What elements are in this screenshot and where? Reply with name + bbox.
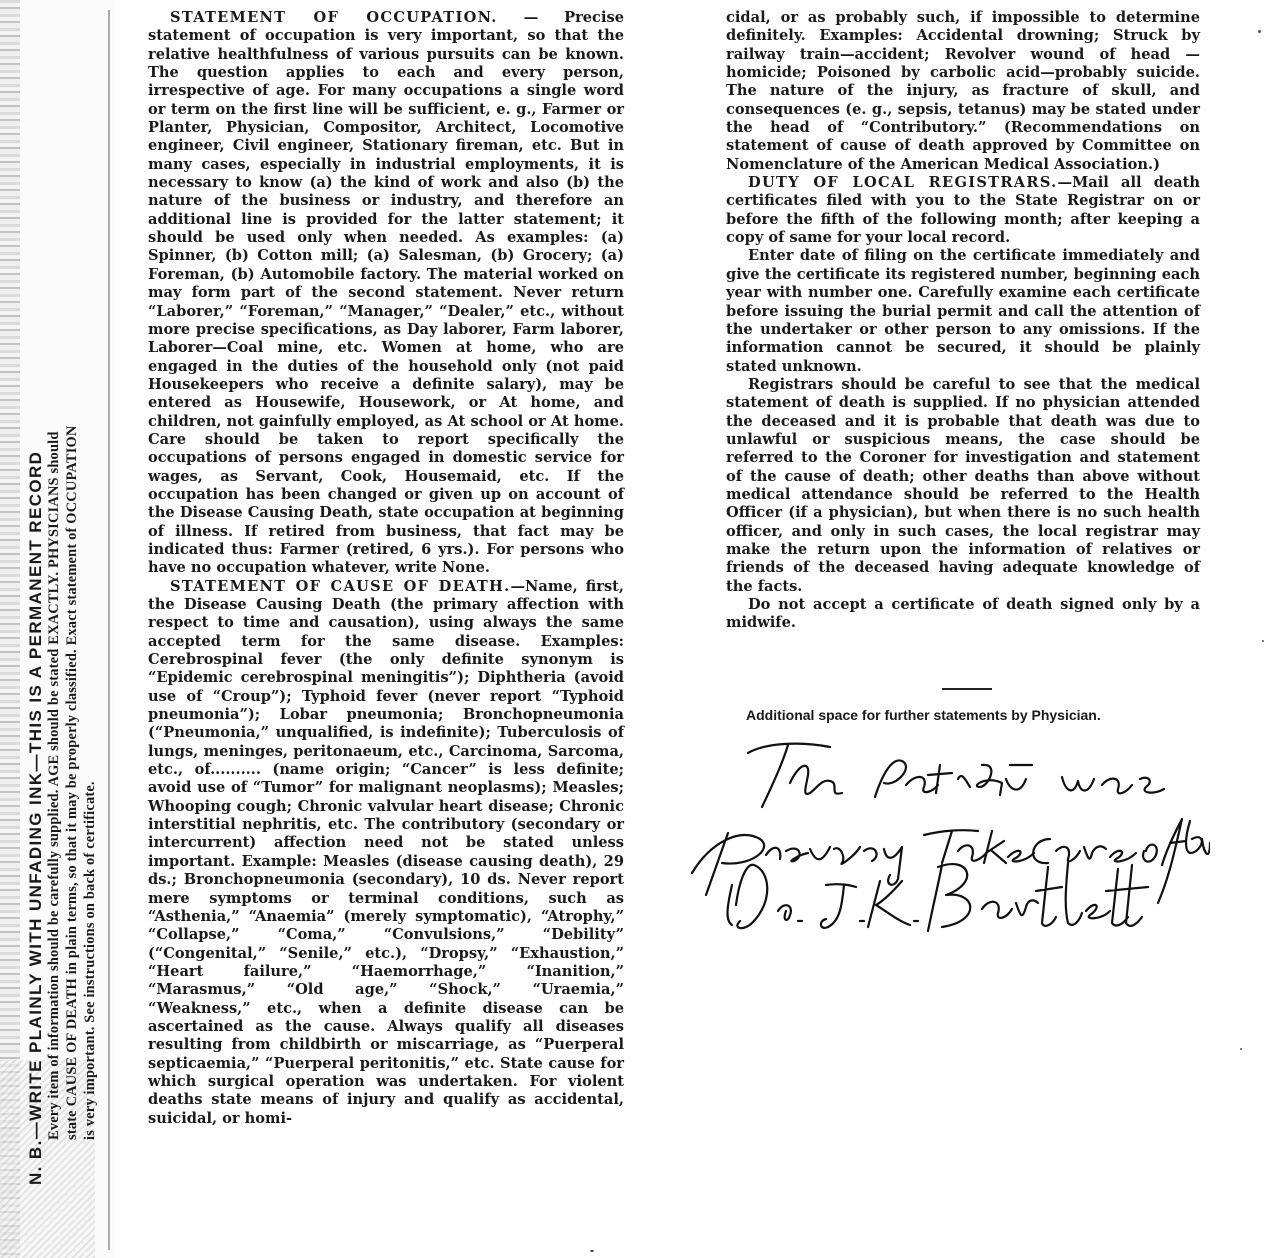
scan-speck [590,1250,594,1252]
scan-speck [1262,640,1264,642]
handwriting-drawing [670,735,1210,935]
scan-speck [1258,30,1261,33]
filing-paragraph: Enter date of filing on the certificate immediately and give the certificate its registered number, beginning each year with number one. Carefully examine each certificate before issuing the burial permit and call the attention of the undertaker or other person to any omissions. If the information cannot be secured, it should be plainly stated unknown. [726,247,1200,375]
registrars-paragraph [726,174,1200,247]
margin-instruction-line-1: Every item of information should be carefully supplied. AGE should be stated EXACTLY. PHYSICIANS should [46,431,62,1140]
handwritten-physician-note [670,735,1210,935]
cause-continued-paragraph: cidal, or as probably such, if impossible to determine definitely. Examples: Accidental drowning; Struck by railway train—accident; Revolver wound of head —homicide; Poisoned by carbolic acid—probably suicide. The nature of the injury, as fracture of skull, and consequences (e. g., sepsis, tetanus) may be stated under the head of “Contributory.” (Recommendations on statement of cause of death approved by Committee on Nomenclature of the American Medical Association.) [726,9,1200,173]
cause-of-death-heading: STATEMENT OF CAUSE OF DEATH. [170,577,511,595]
cause-of-death-body: —Name, first, the Disease Causing Death (the primary affection with respect to time and causation), using always the same accepted term for the same disease. Examples: Cerebrospinal fever (the only definite synonym is “Epidemic cerebrospinal meningitis”); Diphtheria (avoid use of “Croup”); Typhoid fever (never report “Typhoid pneumonia”); Lobar pneumonia; Bronchopneumonia (“Pneumonia,” unqualified, is indefinite); Tuberculosis of lungs, meninges, peritonaeum, etc., Carcinoma, Sarcoma, etc., of.......... (name origin; “Cancer” is less definite; avoid use of “Tumor” for malignant neoplasms); Measles; Whooping cough; Chronic valvular heart disease; Chronic interstitial nephritis, etc. The contributory (secondary or intercurrent) affection need not be stated unless important. Example: Measles (disease causing death), 29 ds.; Bronchopneumonia (secondary), 10 ds. Never report mere symptoms or terminal conditions, such as “Asthenia,” “Anaemia” (merely symptomatic), “Atrophy,” “Collapse,” “Coma,” “Convulsions,” “Debility” (“Congenital,” “Senile,” etc.), “Dropsy,” “Exhaustion,” “Heart failure,” “Haemorrhage,” “Inanition,” “Marasmus,” “Old age,” “Shock,” “Uraemia,” “Weakness,” etc., when a definite disease can be ascertained as the cause. Always qualify all diseases resulting from childbirth or miscarriage, as “Puerperal septicaemia,” “Puerperal peritonitis,” etc. State cause for which surgical operation was undertaken. For violent deaths state means of injury and qualify as accidental, suicidal, or homi- [148,577,624,1127]
midwife-paragraph: Do not accept a certificate of death signed only by a midwife. [726,596,1200,632]
registrars-careful-paragraph: Registrars should be careful to see that the medical statement of death is supplied. If no physician attended the deceased and it is probable that death was due to unlawful or suspicious means, the case should be referred to the Coroner for investigation and statement of the cause of death; other deaths than above without medical attendance should be referred to the Health Officer (if a physician), but when there is no such health officer, and only in such cases, the local registrar may make the return upon the information of relatives or friends of the deceased having adequate knowledge of the facts. [726,375,1200,595]
right-text-column [726,9,1200,633]
cause-of-death-paragraph [148,578,624,1128]
section-divider [942,688,992,690]
left-margin-strip [0,0,115,1258]
scan-speck [1240,1048,1242,1050]
margin-instruction-line-3: is very important. See instructions on back of certificate. [82,781,98,1140]
registrars-body: —Mail all death certificates filed with you to the State Registrar on or before the fifth of the following month; after keeping a copy of same for your local record. [726,174,1200,247]
occupation-body: — Precise statement of occupation is very important, so that the relative healthfulness of various pursuits can be known. The question applies to each and every person, irrespective of age. For many occupations a single word or term on the first line will be sufficient, e. g., Farmer or Planter, Physician, Compositor, Architect, Locomotive engineer, Civil engineer, Stationary fireman, etc. But in many cases, especially in industrial employments, it is necessary to know (a) the kind of work and also (b) the nature of the business or industry, and therefore an additional line is provided for the latter statement; it should be used only when needed. As examples: (a) Spinner, (b) Cotton mill; (a) Salesman, (b) Grocery; (a) Foreman, (b) Automobile factory. The material worked on may form part of the second statement. Never return “Laborer,” “Foreman,” “Manager,” “Dealer,” etc., without more precise specifications, as Day laborer, Farm laborer, Laborer—Coal mine, etc. Women at home, who are engaged in the duties of the household only (not paid Housekeepers who receive a definite salary), may be entered as Housewife, Housework, or At home, and children, not gainfully employed, as At school or At home. Care should be taken to report specifically the occupations of persons engaged in domestic service for wages, as Servant, Cook, Housemaid, etc. If the occupation has been changed or given up on account of the Disease Causing Death, state occupation at beginning of illness. If retired from business, that fact may be indicated thus: Farmer (retired, 6 yrs.). For persons who have no occupation whatever, write None. [148,9,624,577]
margin-rule-line [108,10,110,1250]
occupation-heading: STATEMENT OF OCCUPATION. [170,9,498,26]
margin-instruction-line-2: state CAUSE OF DEATH in plain terms, so that it may be properly classified. Exact statement of OCCUPATION [64,425,80,1140]
permanent-record-warning: N. B.—WRITE PLAINLY WITH UNFADING INK—THIS IS A PERMANENT RECORD [26,450,45,1185]
left-text-column [148,9,624,1128]
occupation-paragraph [148,9,624,578]
additional-space-label: Additional space for further statements by Physician. [746,707,1101,723]
registrars-heading: DUTY OF LOCAL REGISTRARS. [748,174,1058,192]
